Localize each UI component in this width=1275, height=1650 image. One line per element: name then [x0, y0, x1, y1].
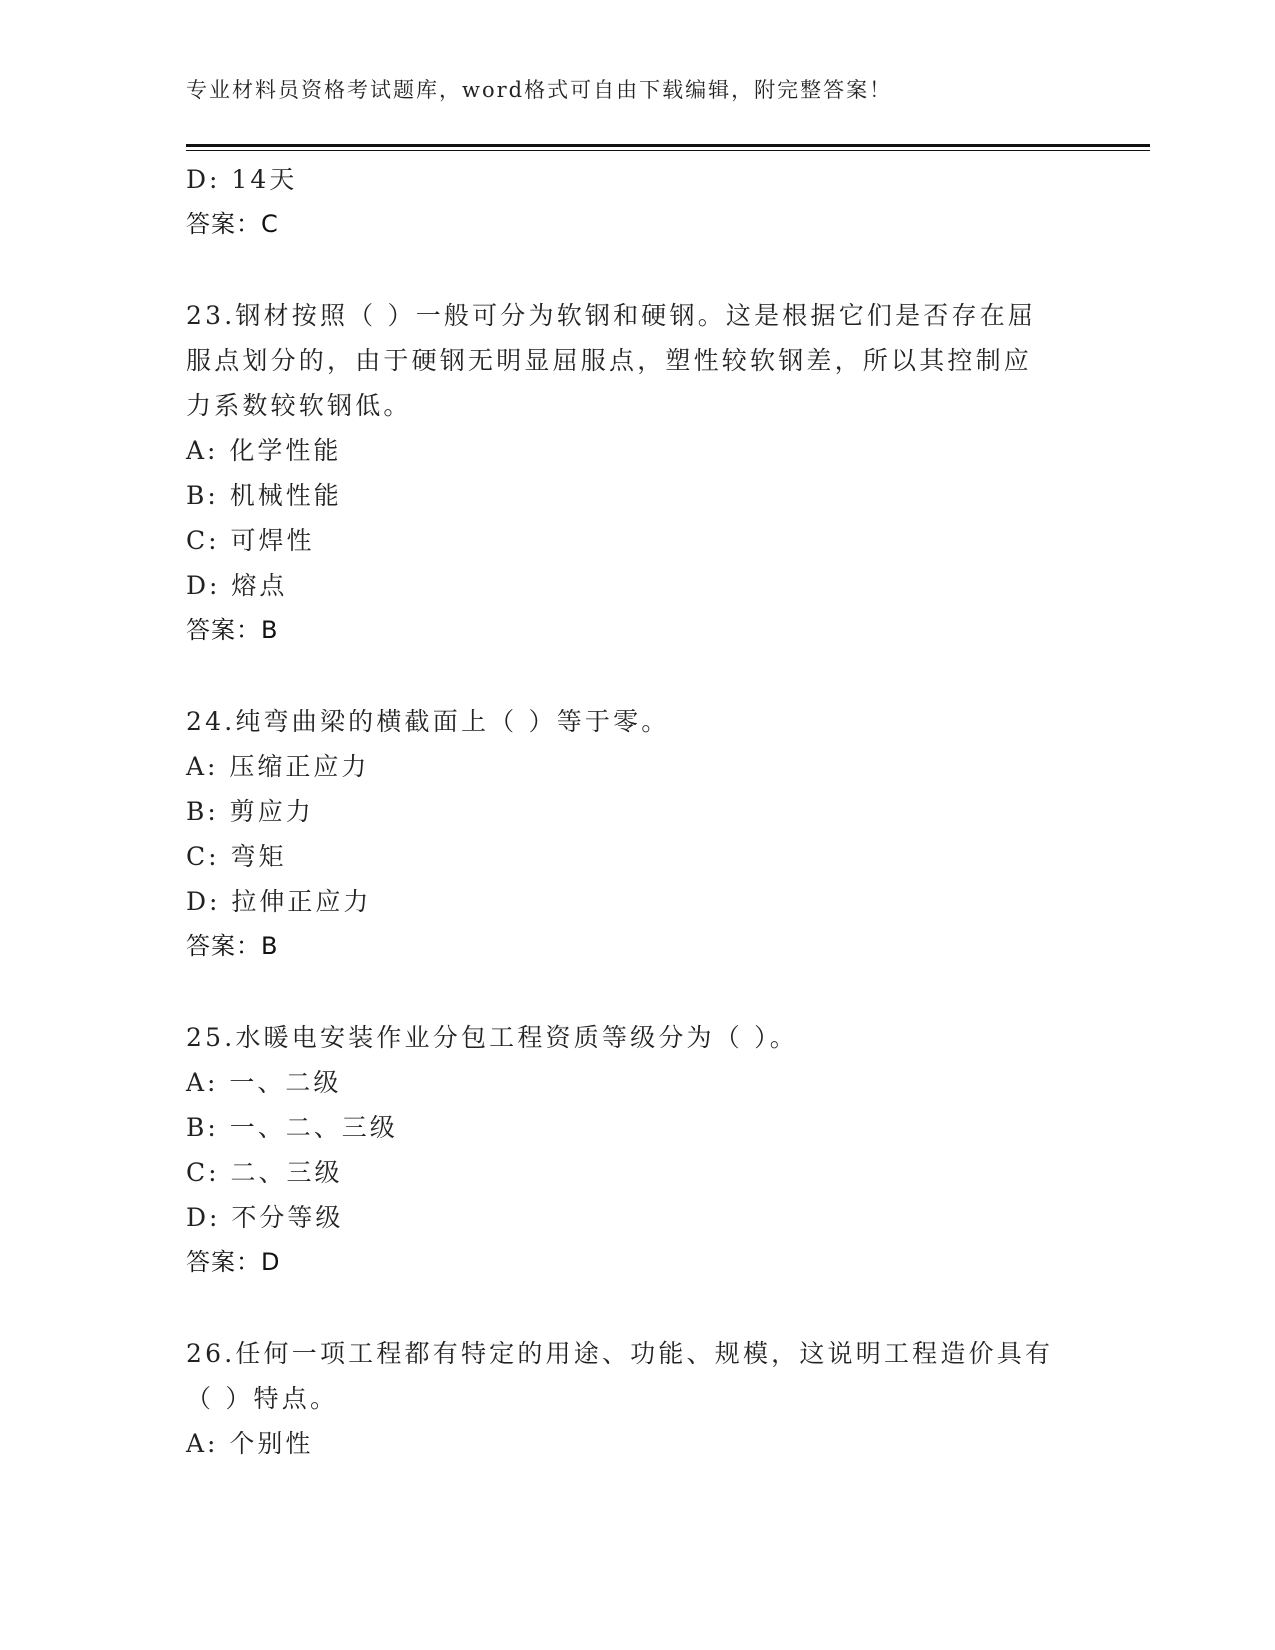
page-header: 专业材料员资格考试题库，word格式可自由下载编辑，附完整答案！: [186, 78, 893, 102]
option-line: C: 二、三级: [186, 1158, 343, 1187]
option-line: A: 一、二级: [186, 1068, 342, 1097]
option-line: D: 不分等级: [186, 1203, 344, 1232]
question-text-line: 服点划分的，由于硬钢无明显屈服点，塑性较软钢差，所以其控制应: [186, 346, 1033, 375]
question-24: [186, 699, 1106, 969]
header-rule-thick: [186, 144, 1150, 147]
carryover-question: [186, 157, 1106, 247]
question-text-line: 力系数较软钢低。: [186, 391, 412, 420]
option-line: C: 弯矩: [186, 842, 287, 871]
question-25: [186, 1015, 1106, 1285]
document-body: [186, 157, 1106, 1466]
question-text-line: （ ）特点。: [186, 1384, 339, 1413]
option-line: D: 14天: [186, 165, 298, 194]
answer-line: 答案：D: [186, 1248, 281, 1276]
question-text-line: 24.纯弯曲梁的横截面上（ ）等于零。: [186, 707, 670, 736]
option-line: A: 个别性: [186, 1429, 314, 1458]
question-text-line: 23.钢材按照（ ）一般可分为软钢和硬钢。这是根据它们是否存在屈: [186, 301, 1037, 330]
question-text-line: 26.任何一项工程都有特定的用途、功能、规模，这说明工程造价具有: [186, 1339, 1054, 1368]
question-26: [186, 1331, 1106, 1466]
answer-line: 答案：B: [186, 932, 279, 960]
question-23: [186, 293, 1106, 653]
option-line: C: 可焊性: [186, 526, 315, 555]
header-rule-thin: [186, 150, 1150, 151]
option-line: A: 压缩正应力: [186, 752, 370, 781]
option-line: B: 剪应力: [186, 797, 314, 826]
option-line: A: 化学性能: [186, 436, 342, 465]
answer-line: 答案：B: [186, 616, 279, 644]
question-text-line: 25.水暖电安装作业分包工程资质等级分为（ ）。: [186, 1023, 799, 1052]
option-line: D: 拉伸正应力: [186, 887, 372, 916]
option-line: D: 熔点: [186, 571, 288, 600]
answer-line: 答案：C: [186, 210, 279, 238]
option-line: B: 机械性能: [186, 481, 342, 510]
option-line: B: 一、二、三级: [186, 1113, 398, 1142]
